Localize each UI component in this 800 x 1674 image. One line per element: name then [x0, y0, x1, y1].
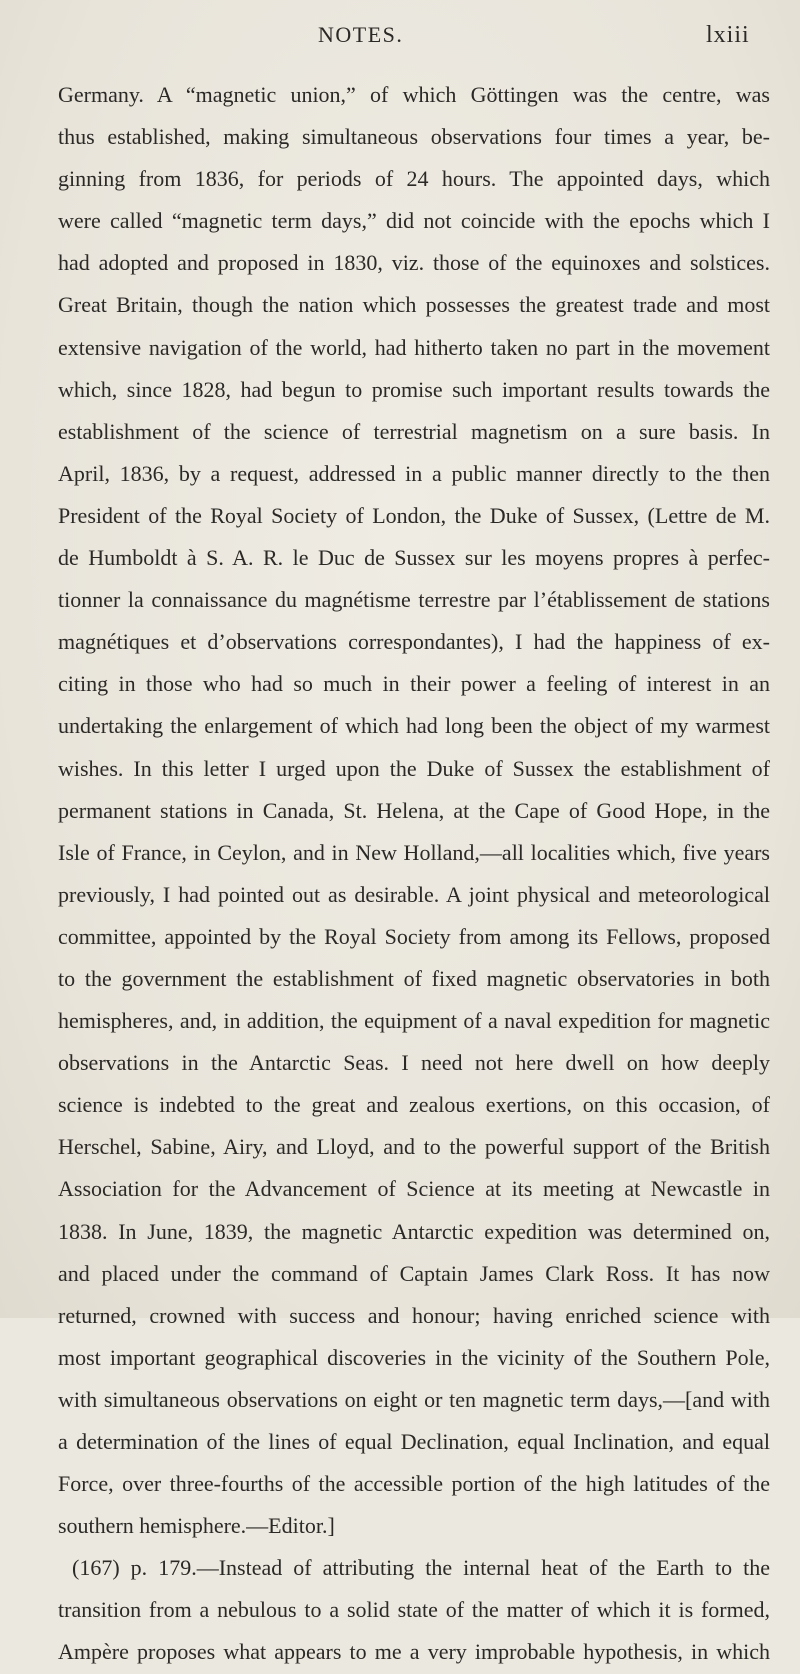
text-line: Association for the Advancement of Science at its meeting at Newcastle in [58, 1176, 770, 1202]
text-line: a determination of the lines of equal Declination, equal Inclination, and equal [58, 1429, 770, 1454]
text-line: science is indebted to the great and zealous exertions, on this occasion, of [58, 1092, 770, 1118]
text-line: previously, I had pointed out as desirable. A joint physical and meteorological [58, 881, 770, 907]
text-line: de Humboldt à S. A. R. le Duc de Sussex sur les moyens propres à perfec- [58, 545, 770, 571]
text-line: 1838. In June, 1839, the magnetic Antarctic expedition was determined on, [58, 1218, 770, 1244]
text-line: permanent stations in Canada, St. Helena, at the Cape of Good Hope, in the [58, 797, 770, 823]
text-line: which, since 1828, had begun to promise such important results towards the [58, 376, 770, 402]
text-line: April, 1836, by a request, addressed in a public manner directly to the then [58, 460, 770, 486]
text-line: Ampère proposes what appears to me a very improbable hypothesis, in which [58, 1639, 770, 1665]
text-line: thus established, making simultaneous observations four times a year, be- [58, 124, 770, 150]
text-line: committee, appointed by the Royal Society from among its Fellows, proposed [58, 923, 770, 949]
text-line: wishes. In this letter I urged upon the Duke of Sussex the establishment of [58, 755, 770, 781]
text-line: extensive navigation of the world, had hitherto taken no part in the movement [58, 334, 770, 360]
text-line: returned, crowned with success and honour; having enriched science with [58, 1302, 770, 1328]
text-line: southern hemisphere.—Editor.] [58, 1513, 335, 1539]
text-line: tionner la connaissance du magnétisme terrestre par l’établissement de stations [58, 587, 770, 613]
text-line: Great Britain, though the nation which possesses the greatest trade and most [58, 292, 770, 318]
text-line: hemispheres, and, in addition, the equipment of a naval expedition for magnetic [58, 1008, 770, 1034]
text-line: most important geographical discoveries in the vicinity of the Southern Pole, [58, 1344, 770, 1370]
footnote-line: (167) p. 179.—Instead of attributing the internal heat of the Earth to the [72, 1555, 770, 1581]
text-line: Germany. A “magnetic union,” of which Göttingen was the centre, was [58, 82, 770, 107]
running-head-title: NOTES. [318, 22, 404, 47]
page-number: lxiii [706, 22, 750, 48]
text-line: Isle of France, in Ceylon, and in New Holland,—all localities which, five years [58, 839, 770, 865]
text-line: had adopted and proposed in 1830, viz. those of the equinoxes and solstices. [58, 250, 770, 276]
running-head [0, 18, 800, 58]
text-line: Herschel, Sabine, Airy, and Lloyd, and to the powerful support of the British [58, 1134, 770, 1160]
text-line: to the government the establishment of fixed magnetic observatories in both [58, 965, 770, 991]
text-line: were called “magnetic term days,” did not coincide with the epochs which I [58, 208, 770, 234]
text-line: observations in the Antarctic Seas. I need not here dwell on how deeply [58, 1050, 770, 1076]
text-line: with simultaneous observations on eight or ten magnetic term days,—[and with [58, 1386, 770, 1412]
text-line: establishment of the science of terrestrial magnetism on a sure basis. In [58, 418, 770, 444]
body-text [58, 74, 770, 1674]
text-line: ginning from 1836, for periods of 24 hours. The appointed days, which [58, 166, 770, 192]
text-line: undertaking the enlargement of which had long been the object of my warmest [58, 713, 770, 739]
text-line: transition from a nebulous to a solid state of the matter of which it is formed, [58, 1597, 770, 1623]
text-line: President of the Royal Society of London, the Duke of Sussex, (Lettre de M. [58, 502, 770, 528]
text-line: citing in those who had so much in their power a feeling of interest in an [58, 671, 770, 697]
text-line: and placed under the command of Captain James Clark Ross. It has now [58, 1260, 770, 1286]
text-line: Force, over three-fourths of the accessible portion of the high latitudes of the [58, 1471, 770, 1497]
text-line: magnétiques et d’observations correspondantes), I had the happiness of ex- [58, 629, 770, 655]
